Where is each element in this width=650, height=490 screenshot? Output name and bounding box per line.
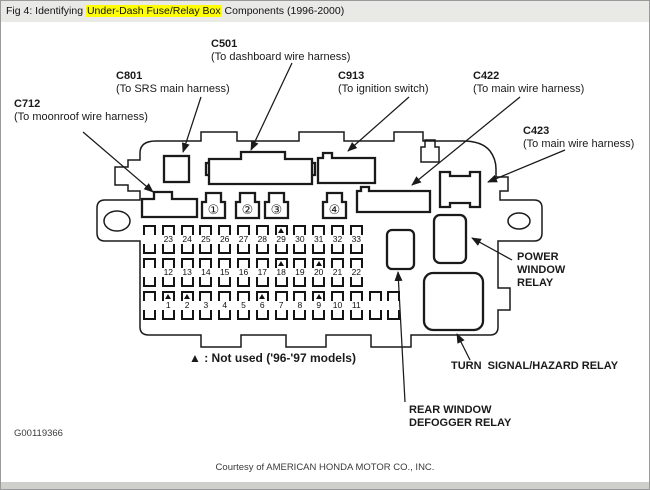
fuse-number: 29 (276, 234, 286, 244)
fuse-bottom-bracket (162, 244, 175, 254)
reference-code: G00119366 (14, 428, 63, 439)
fuse-6 (255, 291, 270, 320)
fuse-7 (274, 291, 289, 320)
callout-c712 (14, 98, 148, 124)
fuse-blank (142, 225, 157, 254)
fuse-number: 11 (351, 300, 361, 310)
fuse-bottom-bracket (331, 277, 344, 287)
fuse-number: 13 (182, 267, 192, 277)
c712-connector-shape (142, 192, 197, 217)
rear-defogger-relay-label-line1: REAR WINDOW (409, 404, 492, 416)
fuse-10 (330, 291, 345, 320)
fuse-number: 28 (257, 234, 268, 244)
c801-connector-shape (164, 156, 189, 182)
c913-connector-shape (318, 153, 375, 183)
fuse-bottom-bracket (275, 310, 288, 320)
c712-leader-line (83, 132, 153, 192)
fuse-bottom-bracket (331, 244, 344, 254)
courtesy-line: Courtesy of AMERICAN HONDA MOTOR CO., INC. (215, 462, 435, 473)
not-used-triangle-icon (278, 261, 284, 266)
callout-c501-id: C501 (211, 38, 238, 50)
fuse-number: 7 (278, 300, 284, 310)
fuse-number: 4 (222, 300, 228, 310)
fuse-number: 26 (219, 234, 230, 244)
fuse-3 (198, 291, 213, 320)
fuse-29 (274, 225, 289, 254)
callout-c913-desc: (To ignition switch) (338, 83, 429, 95)
fuse-number: 25 (201, 234, 211, 244)
fuse-30 (292, 225, 307, 254)
fuse-number: 19 (295, 267, 305, 277)
fuse-bottom-bracket (369, 310, 382, 320)
not-used-triangle-icon (316, 261, 322, 266)
fuse-number: 12 (163, 267, 174, 277)
fuse-number: 15 (219, 267, 230, 277)
callout-c913 (338, 70, 428, 96)
fuse-23 (161, 225, 176, 254)
fuse-12 (161, 258, 176, 287)
fuse-bottom-bracket (162, 310, 175, 320)
fuse-bottom-bracket (387, 310, 400, 320)
fuse-11 (349, 291, 364, 320)
fuse-5 (236, 291, 251, 320)
fuse-bottom-bracket (143, 310, 156, 320)
fuse-number: 6 (259, 300, 265, 310)
fuse-31 (311, 225, 326, 254)
fuse-number: 9 (316, 300, 322, 310)
c501-connector-shape (209, 152, 312, 184)
fuse-bottom-bracket (293, 277, 306, 287)
not-used-triangle-icon (259, 294, 265, 299)
mini-connector-2-number: ② (241, 203, 254, 218)
fuse-bottom-bracket (331, 310, 344, 320)
fuse-number: 18 (276, 267, 286, 277)
mini-connector-1-number: ① (207, 203, 220, 218)
figure-title-suffix: Components (1996-2000) (221, 5, 345, 17)
fuse-20 (311, 258, 326, 287)
fuse-number: 20 (313, 267, 324, 277)
fuse-bottom-bracket (199, 244, 212, 254)
fuse-bottom-bracket (237, 310, 250, 320)
fuse-number: 2 (184, 300, 190, 310)
fuse-bottom-bracket (218, 310, 231, 320)
mini-connector-4-number: ④ (328, 203, 341, 218)
fuse-bottom-bracket (256, 277, 269, 287)
turn-signal-relay-leader-line (457, 334, 470, 360)
fuse-bottom-bracket (293, 310, 306, 320)
fuse-number: 1 (165, 300, 171, 310)
power-window-relay-label-line2: WINDOW (517, 264, 566, 276)
c423-connector-shape (440, 172, 480, 207)
fuse-bottom-bracket (181, 244, 194, 254)
callout-c422-id: C422 (473, 70, 500, 82)
fuse-24 (180, 225, 195, 254)
fuse-number: 32 (332, 234, 343, 244)
fuse-row-0 (1, 225, 650, 255)
fuse-13 (180, 258, 195, 287)
c913-leader-line (348, 97, 409, 151)
mini-connector-3-number: ③ (270, 203, 283, 218)
fuse-4 (217, 291, 232, 320)
fuse-28 (255, 225, 270, 254)
fuse-17 (255, 258, 270, 287)
fuse-bottom-bracket (218, 244, 231, 254)
fuse-bottom-bracket (312, 310, 325, 320)
fuse-bottom-bracket (312, 244, 325, 254)
fuse-number: 22 (351, 267, 362, 277)
rear-defogger-relay-label (409, 404, 511, 430)
not-used-triangle-icon (165, 294, 171, 299)
fuse-25 (198, 225, 213, 254)
fuse-number: 24 (182, 234, 192, 244)
callout-c501-desc: (To dashboard wire harness) (211, 51, 351, 63)
callout-c801-id: C801 (116, 70, 143, 82)
fuse-number: 33 (351, 234, 362, 244)
fuse-number: 31 (313, 234, 324, 244)
not-used-triangle-icon (316, 294, 322, 299)
fuse-row-2 (1, 291, 650, 321)
fuse-number: 17 (257, 267, 268, 277)
c423-leader-line (488, 150, 565, 182)
fuse-14 (198, 258, 213, 287)
fuse-18 (274, 258, 289, 287)
fuse-number: 30 (295, 234, 305, 244)
rear-defogger-relay-label-line2: DEFOGGER RELAY (409, 417, 512, 429)
fuse-26 (217, 225, 232, 254)
figure-title-highlight: Under-Dash Fuse/Relay Box (86, 5, 221, 17)
fuse-bottom-bracket (350, 310, 363, 320)
turn-signal-relay-label: TURN SIGNAL/HAZARD RELAY (451, 360, 619, 372)
fuse-number: 27 (238, 234, 249, 244)
fuse-bottom-bracket (312, 277, 325, 287)
callout-c801 (116, 70, 230, 96)
c501-leader-line (251, 63, 292, 150)
fuse-number: 8 (297, 300, 303, 310)
callout-c423-desc: (To main wire harness) (523, 138, 635, 150)
small-castellated-block (421, 140, 439, 162)
fuse-bottom-bracket (256, 244, 269, 254)
fuse-15 (217, 258, 232, 287)
fuse-number: 21 (332, 267, 343, 277)
power-window-relay-label-line3: RELAY (517, 277, 554, 289)
fuse-bottom-bracket (181, 277, 194, 287)
fuse-8 (292, 291, 307, 320)
fuse-bottom-bracket (218, 277, 231, 287)
fuse-blank (142, 258, 157, 287)
fuse-bottom-bracket (181, 310, 194, 320)
callout-c422-desc: (To main wire harness) (473, 83, 585, 95)
fuse-bottom-bracket (162, 277, 175, 287)
fuse-number: 14 (201, 267, 211, 277)
callout-c501 (211, 38, 350, 64)
fuse-2 (180, 291, 195, 320)
not-used-legend-text: : Not used ('96-'97 models) (200, 351, 356, 365)
fuse-blank (386, 291, 401, 320)
fuse-bottom-bracket (143, 277, 156, 287)
fuse-blank (142, 291, 157, 320)
not-used-triangle-icon (184, 294, 190, 299)
fuse-bottom-bracket (350, 277, 363, 287)
fuse-bottom-bracket (199, 277, 212, 287)
callout-c913-id: C913 (338, 70, 365, 82)
fuse-33 (349, 225, 364, 254)
fuse-21 (330, 258, 345, 287)
bottom-band (1, 482, 649, 489)
fuse-bottom-bracket (237, 277, 250, 287)
not-used-legend (189, 351, 356, 365)
fuse-bottom-bracket (275, 277, 288, 287)
fuse-row-1 (1, 258, 650, 288)
fuse-bottom-bracket (293, 244, 306, 254)
callout-c801-desc: (To SRS main harness) (116, 83, 230, 95)
fuse-19 (292, 258, 307, 287)
fuse-32 (330, 225, 345, 254)
fuse-27 (236, 225, 251, 254)
fuse-number: 16 (238, 267, 249, 277)
c422-connector-shape (357, 187, 430, 212)
callout-c423 (523, 125, 634, 151)
power-window-relay-label-line1: POWER (517, 251, 559, 263)
figure-title-prefix: Fig 4: Identifying (6, 5, 86, 17)
fuse-number: 10 (332, 300, 343, 310)
c801-leader-line (183, 97, 201, 152)
callout-c422 (473, 70, 584, 96)
callout-c423-id: C423 (523, 125, 550, 137)
fuse-bottom-bracket (350, 244, 363, 254)
c501-connector-tabs (206, 163, 315, 175)
fuse-number: 23 (163, 234, 174, 244)
fuse-bottom-bracket (237, 244, 250, 254)
fuse-number: 3 (203, 300, 209, 310)
fuse-bottom-bracket (143, 244, 156, 254)
fuse-bottom-bracket (199, 310, 212, 320)
fuse-22 (349, 258, 364, 287)
fuse-16 (236, 258, 251, 287)
fuse-bottom-bracket (256, 310, 269, 320)
fuse-1 (161, 291, 176, 320)
callout-c712-id: C712 (14, 98, 41, 110)
fuse-blank (368, 291, 383, 320)
fuse-number: 5 (241, 300, 246, 310)
fuse-bottom-bracket (275, 244, 288, 254)
fuse-9 (311, 291, 326, 320)
not-used-triangle-icon (278, 228, 284, 233)
callout-c712-desc: (To moonroof wire harness) (14, 111, 148, 123)
triangle-icon: ▲ (189, 351, 201, 365)
